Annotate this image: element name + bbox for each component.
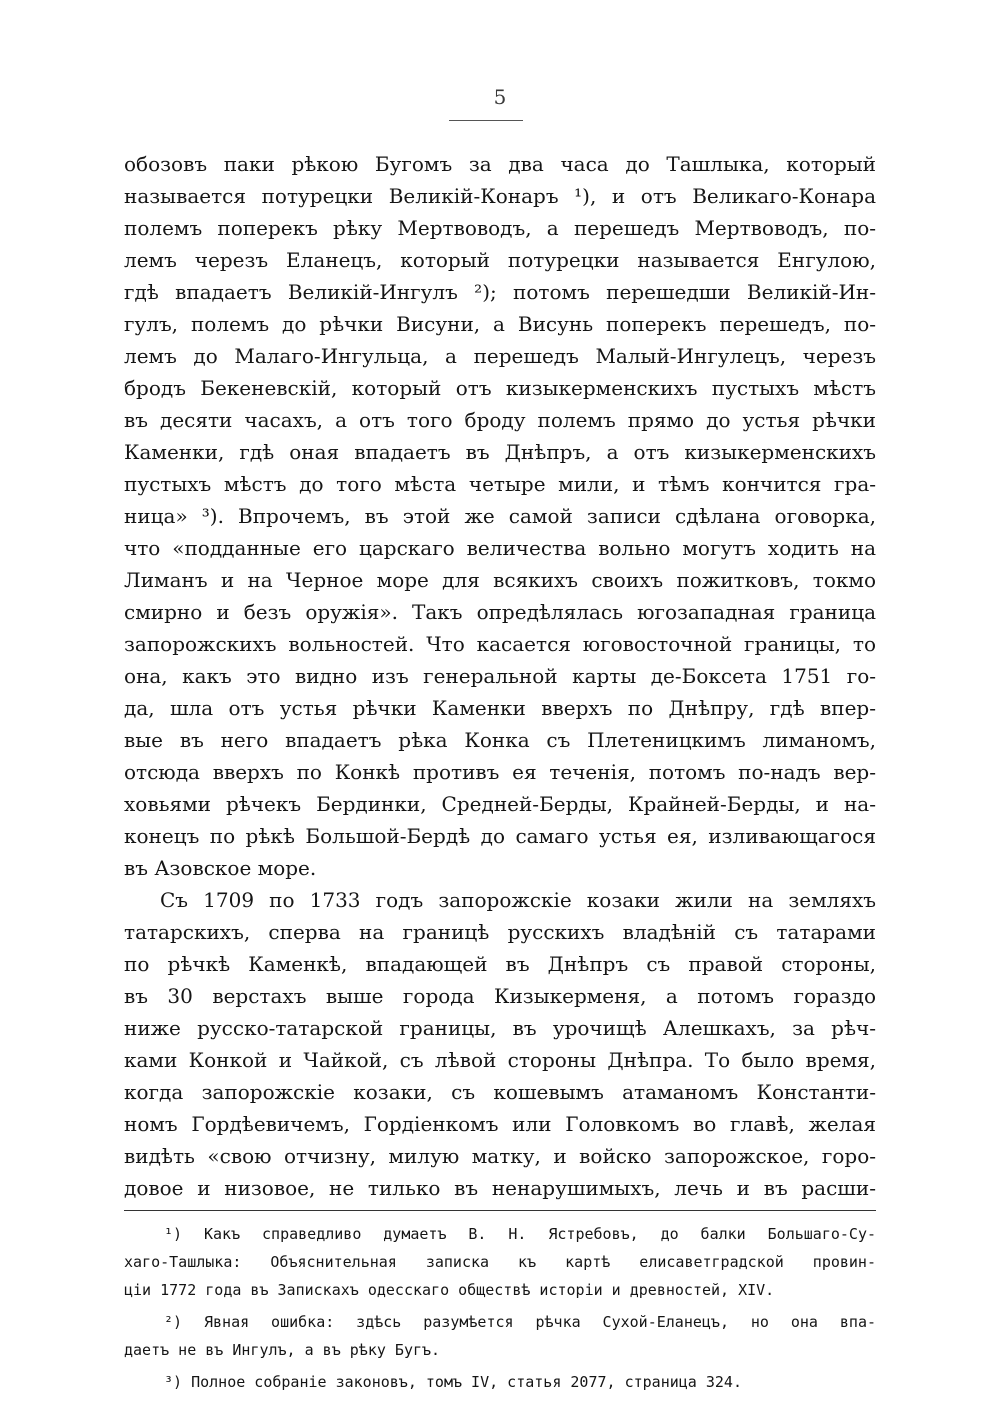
header-rule — [449, 120, 523, 121]
page-number: 5 — [493, 85, 507, 109]
body-text-line: лемъ черезъ Еланецъ, который потурецки называется Енгулою, — [124, 248, 876, 272]
footnote-1-continued: хаго-Ташлыка: Объяснительная записка къ картѣ елисаветградской провин- — [124, 1253, 876, 1271]
footnote-separator — [124, 1210, 876, 1211]
body-text-line: запорожскихъ вольностей. Что касается юговосточной границы, то — [124, 632, 876, 656]
body-text-line: Лиманъ и на Черное море для всякихъ своихъ пожитковъ, токмо — [124, 568, 876, 592]
body-text-line: вые въ него впадаетъ рѣка Конка съ Плетеницкимъ лиманомъ, — [124, 728, 876, 752]
body-text-line: бродъ Бекеневскій, который отъ кизыкерменскихъ пустыхъ мѣстъ — [124, 376, 876, 400]
body-text-line: гулъ, полемъ до рѣчки Висуни, а Висунь поперекъ перешедъ, по- — [124, 312, 876, 336]
body-text-line: татарскихъ, сперва на границѣ русскихъ владѣній съ татарами — [124, 920, 876, 944]
body-text-line: конецъ по рѣкѣ Большой-Бердѣ до самаго устья ея, изливающагося — [124, 824, 876, 848]
body-text-line: обозовъ паки рѣкою Бугомъ за два часа до Ташлыка, который — [124, 152, 876, 176]
body-text-line: что «подданные его царскаго величества вольно могутъ ходить на — [124, 536, 876, 560]
body-text-line: гдѣ впадаетъ Великій-Ингулъ ²); потомъ перешедши Великій-Ин- — [124, 280, 876, 304]
paragraph-end-line: въ Азовское море. — [124, 856, 317, 880]
body-text-line: въ 30 верстахъ выше города Кизыкерменя, а потомъ гораздо — [124, 984, 876, 1008]
body-text-line: смирно и безъ оружія». Такъ опредѣлялась югозападная граница — [124, 600, 876, 624]
footnote-3: ³) Полное собраніе законовъ, томъ IV, статья 2077, страница 324. — [164, 1373, 742, 1391]
body-text-line: ховьями рѣчекъ Бердинки, Средней-Берды, Крайней-Берды, и на- — [124, 792, 876, 816]
footnote-1: ¹) Какъ справедливо думаетъ В. Н. Ястребовъ, до балки Большаго-Су- — [164, 1225, 876, 1243]
footnote-2-end: даетъ не въ Ингулъ, а въ рѣку Бугъ. — [124, 1341, 441, 1359]
body-text-line: ками Конкой и Чайкой, съ лѣвой стороны Днѣпра. То было время, — [124, 1048, 876, 1072]
paragraph-start-line: Съ 1709 по 1733 годъ запорожскіе козаки жили на земляхъ — [160, 888, 876, 912]
body-text-line: ница» ³). Впрочемъ, въ этой же самой записи сдѣлана оговорка, — [124, 504, 876, 528]
body-text-line: видѣть «свою отчизну, милую матку, и войско запорожское, горо- — [124, 1144, 876, 1168]
footnote-1-end: ціи 1772 года въ Запискахъ одесскаго обществѣ исторіи и древностей, XIV. — [124, 1281, 775, 1299]
body-text-line: Каменки, гдѣ оная впадаетъ въ Днѣпръ, а отъ кизыкерменскихъ — [124, 440, 876, 464]
body-text-line: называется потурецки Великій-Конаръ ¹), и отъ Великаго-Конара — [124, 184, 876, 208]
body-text-line: да, шла отъ устья рѣчки Каменки вверхъ по Днѣпру, гдѣ впер- — [124, 696, 876, 720]
footnote-2: ²) Явная ошибка: здѣсь разумѣется рѣчка Сухой-Еланецъ, но она впа- — [164, 1313, 876, 1331]
body-text-line: по рѣчкѣ Каменкѣ, впадающей въ Днѣпръ съ правой стороны, — [124, 952, 876, 976]
body-text-line: ниже русско-татарской границы, въ урочищѣ Алешкахъ, за рѣч- — [124, 1016, 876, 1040]
body-text-line: довое и низовое, не тилько въ ненарушимыхъ, лечь и въ расши- — [124, 1176, 876, 1200]
body-text-line: пустыхъ мѣстъ до того мѣста четыре мили, и тѣмъ кончится гра- — [124, 472, 876, 496]
body-text-line: лемъ до Малаго-Ингульца, а перешедъ Малый-Ингулецъ, черезъ — [124, 344, 876, 368]
body-text-line: она, какъ это видно изъ генеральной карты де-Боксета 1751 го- — [124, 664, 876, 688]
body-text-line: отсюда вверхъ по Конкѣ противъ ея теченія, потомъ по-надъ вер- — [124, 760, 876, 784]
body-text-line: полемъ поперекъ рѣку Мертвоводъ, а перешедъ Мертвоводъ, по- — [124, 216, 876, 240]
body-text-line: когда запорожскіе козаки, съ кошевымъ атаманомъ Константи- — [124, 1080, 876, 1104]
body-text-line: въ десяти часахъ, а отъ того броду полемъ прямо до устья рѣчки — [124, 408, 876, 432]
body-text-line: номъ Гордѣевичемъ, Гордіенкомъ или Головкомъ во главѣ, желая — [124, 1112, 876, 1136]
